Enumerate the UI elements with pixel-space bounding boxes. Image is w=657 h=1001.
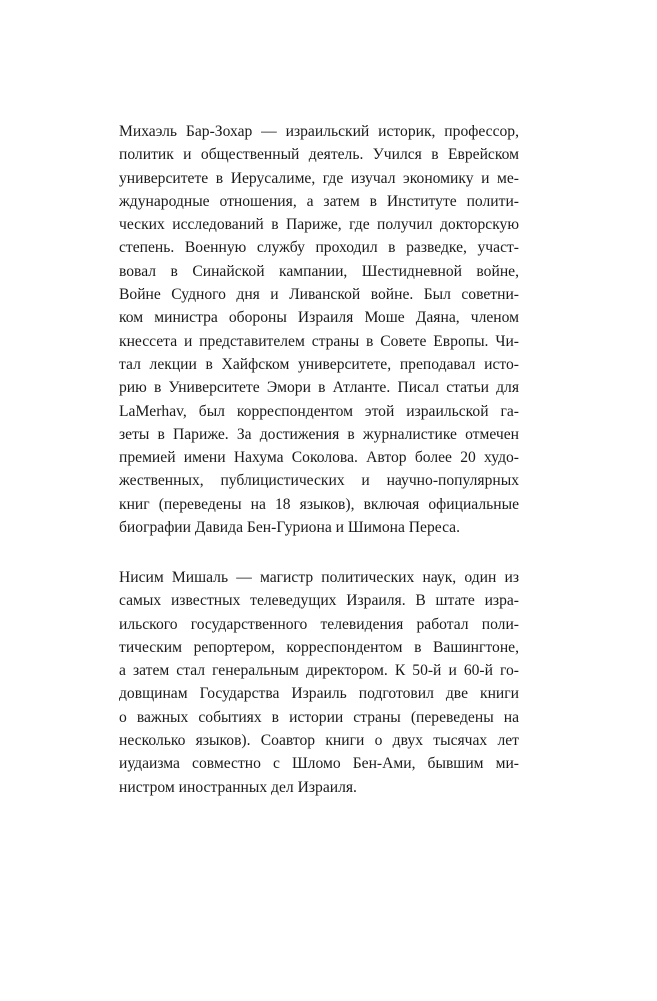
text-line: университете в Иерусалиме, где изучал экономику и ме- (119, 169, 519, 187)
text-line: иудаизма совместно с Шломо Бен-Ами, бывшим ми- (119, 755, 519, 773)
text-line: книг (переведены на 18 языков), включая официальные (119, 495, 519, 513)
text-line: премией имени Нахума Соколова. Автор более 20 худо- (119, 449, 519, 467)
text-line: кнессета и представителем страны в Совете Европы. Чи- (119, 332, 519, 350)
text-line: ждународные отношения, а затем в Институте полити- (119, 192, 519, 210)
text-line: Михаэль Бар-Зохар — израильский историк, профессор, (119, 123, 519, 140)
text-line: довщинам Государства Израиль подготовил две книги (119, 685, 519, 703)
text-line: а затем стал генеральным директором. К 50-й и 60-й го- (119, 662, 519, 680)
text-line: ческих исследований в Париже, где получил докторскую (119, 216, 519, 234)
text-line: политик и общественный деятель. Учился в Еврейском (119, 146, 519, 164)
text-line: тическим репортером, корреспондентом в Вашингтоне, (119, 638, 519, 656)
text-line: жественных, публицистических и научно-популярных (119, 472, 519, 490)
text-line: рию в Университете Эмори в Атланте. Писал статьи для (119, 379, 519, 397)
text-line: нистром иностранных дел Израиля. (119, 778, 357, 796)
text-line: о важных событиях в истории страны (переведены на (119, 708, 519, 726)
text-line: биографии Давида Бен-Гуриона и Шимона Переса. (119, 519, 461, 537)
text-line: ком министра обороны Израиля Моше Даяна, членом (119, 309, 519, 327)
text-line: Нисим Мишаль — магистр политических наук, один из (119, 569, 519, 586)
text-line: Войне Судного дня и Ливанской войне. Был советни- (119, 286, 519, 304)
text-line: ильского государственного телевидения работал поли- (119, 615, 519, 633)
text-line: тал лекции в Хайфском университете, преподавал исто- (119, 355, 519, 373)
text-line: самых известных телеведущих Израиля. В штате изра- (119, 592, 519, 610)
text-line: степень. Военную службу проходил в разведке, участ- (119, 239, 519, 257)
text-line: несколько языков). Соавтор книги о двух тысячах лет (119, 732, 519, 750)
text-line: зеты в Париже. За достижения в журналистике отмечен (119, 425, 519, 443)
text-line: вовал в Синайской кампании, Шестидневной войне, (119, 262, 519, 280)
author-bio-mishal (119, 566, 519, 799)
author-bio-bar-zohar (119, 120, 519, 539)
text-line: LaMerhav, был корреспондентом этой израильской га- (119, 402, 519, 420)
